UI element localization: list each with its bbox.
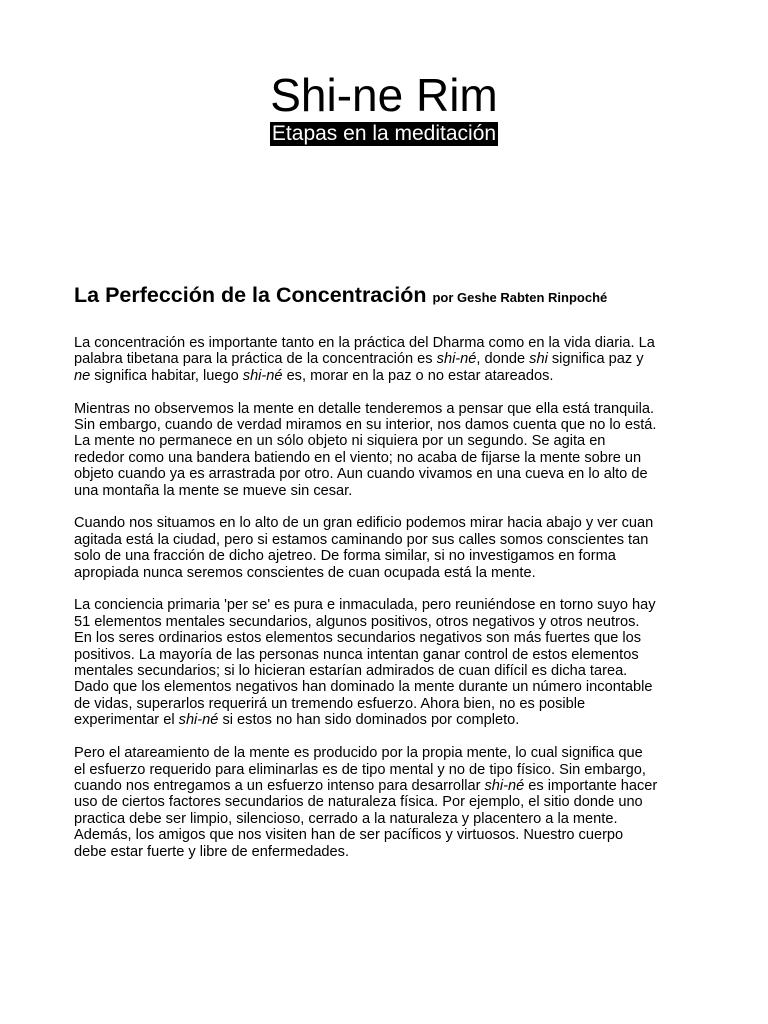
paragraph-line (74, 417, 702, 433)
text-run: uso de ciertos factores secundarios de naturaleza física. Por ejemplo, el sitio donde uno (74, 794, 643, 811)
paragraph (74, 335, 702, 384)
paragraph-line (74, 630, 702, 646)
paragraph-line (74, 647, 702, 663)
text-run: mentales secundarios; si lo hicieran estarían admirados de cuan difícil es dicha tarea. (74, 663, 628, 680)
paragraphs-container (74, 335, 702, 860)
italic-term: shi-né (436, 351, 477, 368)
text-run: apropiada nunca seremos conscientes de cuan ocupada está la mente. (74, 564, 536, 581)
text-run: Además, los amigos que nos visiten han de ser pacíficos y virtuosos. Nuestro cuerpo (74, 827, 624, 844)
text-run: Cuando nos situamos en lo alto de un gran edificio podemos mirar hacia abajo y ver cuan (74, 515, 654, 532)
paragraph-line (74, 335, 702, 351)
text-run: es, morar en la paz o no estar atareados. (282, 367, 554, 384)
text-run: La conciencia primaria 'per se' es pura e inmaculada, pero reuniéndose en torno suyo hay (74, 597, 656, 614)
italic-term: shi (529, 351, 548, 368)
text-run: La mente no permanece en un sólo objeto ni siquiera por un segundo. Se agita en (74, 433, 606, 450)
article-byline: por Geshe Rabten Rinpoché (432, 290, 608, 305)
text-run: es importante hacer (524, 777, 658, 794)
text-run: La concentración es importante tanto en la práctica del Dharma como en la vida diaria. La (74, 335, 655, 351)
paragraph-line (74, 844, 702, 860)
subtitle-wrap (0, 122, 768, 149)
paragraph-line (74, 679, 702, 695)
paragraph-line (74, 483, 702, 499)
text-run: agitada está la ciudad, pero si estamos caminando por sus calles somos conscientes tan (74, 531, 649, 548)
italic-term: ne (74, 367, 91, 384)
paragraph-line (74, 811, 702, 827)
paragraph-line (74, 433, 702, 449)
text-run: significa habitar, luego (90, 367, 243, 384)
paragraph-line (74, 762, 702, 778)
paragraph (74, 745, 702, 860)
text-run: Pero el atareamiento de la mente es producido por la propia mente, lo cual significa que (74, 745, 643, 762)
paragraph-line (74, 712, 702, 728)
paragraph-line (74, 827, 702, 843)
paragraph-line (74, 663, 702, 679)
paragraph-line (74, 778, 702, 794)
text-run: , donde (476, 351, 530, 368)
paragraph-line (74, 794, 702, 810)
text-run: Mientras no observemos la mente en detalle tenderemos a pensar que ella está tranquila. (74, 400, 655, 417)
paragraph-line (74, 614, 702, 630)
document-subtitle: Etapas en la meditación (271, 122, 497, 145)
text-run: Dado que los elementos negativos han dominado la mente durante un número incontable (74, 679, 653, 696)
text-run: 51 elementos mentales secundarios, algunos positivos, otros negativos y otros neutros. (74, 613, 640, 630)
text-run: solo de una fracción de dicho ajetreo. De forma similar, si no investigamos en forma (74, 548, 616, 565)
text-run: debe estar fuerte y libre de enfermedades. (74, 843, 350, 860)
paragraph (74, 597, 702, 728)
paragraph-line (74, 515, 702, 531)
paragraph-line (74, 745, 702, 761)
text-run: positivos. La mayoría de las personas nunca intentan ganar control de estos elementos (74, 646, 639, 663)
italic-term: shi-né (242, 367, 283, 384)
paragraph-line (74, 368, 702, 384)
text-run: el esfuerzo requerido para eliminarlas es de tipo mental y no de tipo físico. Sin embargo, (74, 761, 646, 778)
text-run: experimentar el (74, 712, 179, 729)
text-run: rededor como una bandera batiendo en el viento; no acaba de fijarse la mente sobre un (74, 449, 642, 466)
italic-term: shi-né (484, 777, 525, 794)
paragraph-line (74, 597, 702, 613)
italic-term: shi-né (178, 712, 219, 729)
paragraph-line (74, 548, 702, 564)
paragraph-line (74, 351, 702, 367)
paragraph-line (74, 466, 702, 482)
text-run: palabra tibetana para la práctica de la concentración es (74, 351, 437, 368)
paragraph-line (74, 532, 702, 548)
paragraph-line (74, 565, 702, 581)
text-run: practica debe ser limpio, silencioso, cerrado a la naturaleza y placentero a la mente. (74, 810, 618, 827)
text-run: En los seres ordinarios estos elementos secundarios negativos son más fuertes que los (74, 630, 642, 647)
text-run: si estos no han sido dominados por completo. (218, 712, 520, 729)
paragraph-line (74, 696, 702, 712)
text-run: una montaña la mente se mueve sin cesar. (74, 482, 353, 499)
text-run: de vidas, superarlos requerirá un tremendo esfuerzo. Ahora bien, no es posible (74, 695, 586, 712)
paragraph (74, 515, 702, 581)
paragraph (74, 401, 702, 499)
text-run: Sin embargo, cuando de verdad miramos en su interior, nos damos cuenta que no lo está. (74, 417, 657, 434)
title-block (0, 68, 768, 149)
text-run: significa paz y (547, 351, 644, 368)
text-run: objeto cuando ya es arrastrada por otro. Aun cuando vivamos en una cueva en lo alto de (74, 466, 648, 483)
paragraph-line (74, 401, 702, 417)
article-heading-text: La Perfección de la Concentración (74, 283, 427, 307)
article-heading (74, 280, 702, 313)
article-body (74, 280, 702, 876)
document-title: Shi-ne Rim (270, 69, 498, 121)
paragraph-line (74, 450, 702, 466)
text-run: cuando nos entregamos a un esfuerzo intenso para desarrollar (74, 777, 485, 794)
